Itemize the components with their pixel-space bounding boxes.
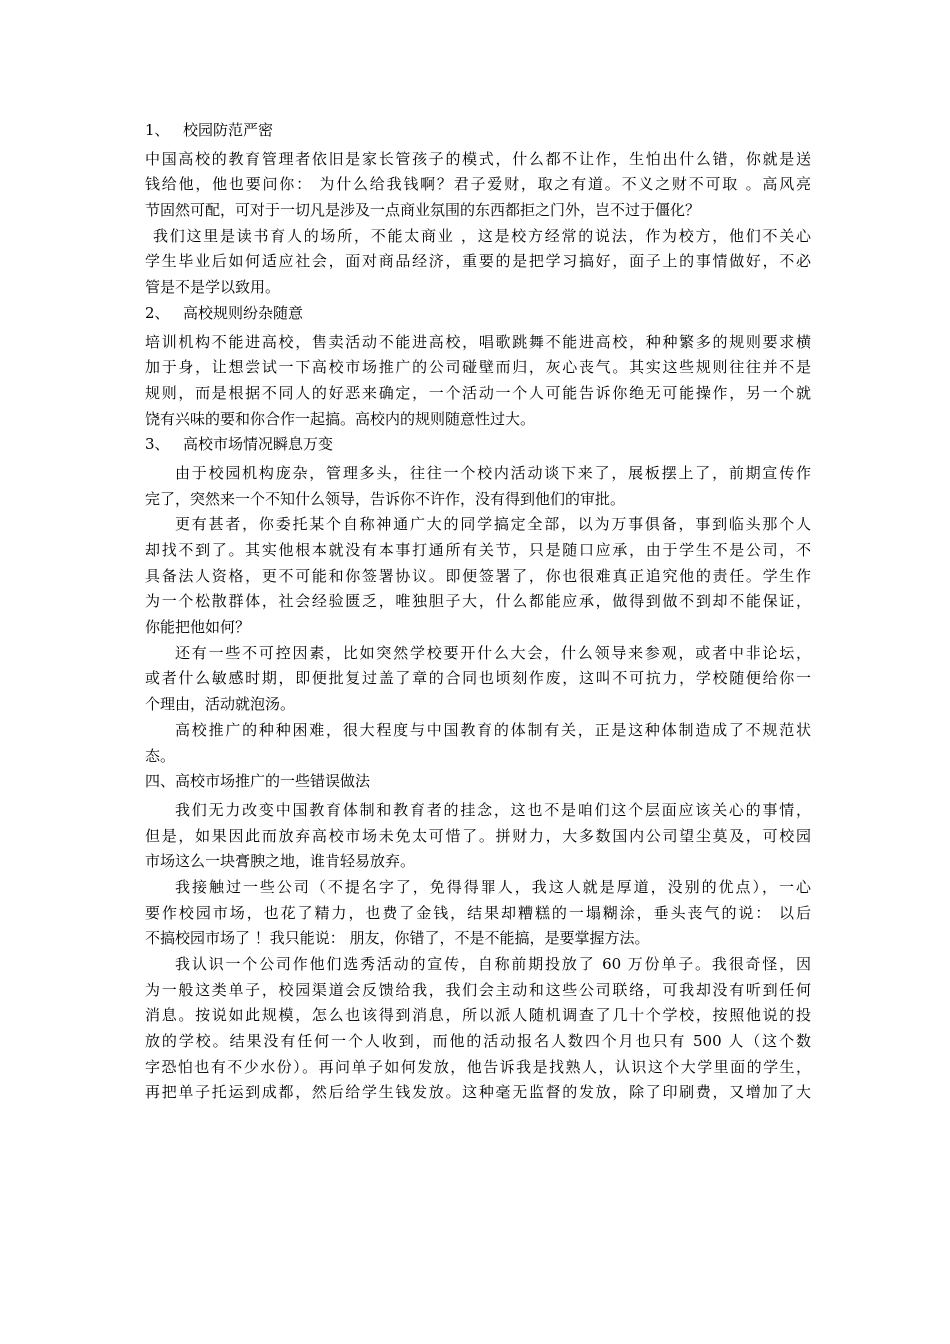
text-line: 市场这么一块膏腴之地，谁肯轻易放弃。	[145, 852, 416, 871]
text-line: 饶有兴味的要和你合作一起搞。高校内的规则随意性过大。	[145, 409, 536, 428]
section-title: 高校规则纷杂随意	[183, 303, 304, 322]
text-line: 再把单子托运到成都，然后给学生钱发放。这种毫无监督的发放，除了印刷费，又增加了大	[145, 1083, 811, 1102]
text-line: 我们无力改变中国教育体制和教育者的挂念，这也不是咱们这个层面应该关心的事情，	[175, 800, 811, 819]
text-line: 你能把他如何？	[145, 618, 251, 637]
section-number: 1、	[145, 121, 170, 139]
text-line: 还有一些不可控因素，比如突然学校要开什么大会，什么领导来参观，或者中非论坛，	[175, 643, 811, 662]
text-line: 具备法人资格，更不可能和你签署协议。即便签署了，你也很难真正追究他的责任。学生作	[145, 566, 811, 585]
text-line: 我接触过一些公司（不提名字了，免得得罪人，我这人就是厚道，没别的优点），一心	[175, 877, 811, 896]
section-title: 高校市场情况瞬息万变	[183, 435, 334, 454]
section-1-heading	[145, 118, 811, 144]
text-line: 不搞校园市场了 ！我只能说： 朋友，你错了，不是不能搞，是要掌握方法。	[145, 929, 650, 948]
text-line: 培训机构不能进高校，售卖活动不能进高校，唱歌跳舞不能进高校，种种繁多的规则要求横	[145, 332, 811, 351]
text-line: 我认识一个公司作他们选秀活动的宣传，自称前期投放了 60 万份单子。我很奇怪，因	[175, 955, 811, 973]
text-line: 但是，如果因此而放弃高校市场未免太可惜了。拼财力，大多数国内公司望尘莫及，可校园	[145, 826, 811, 845]
text-line: 钱给他，他也要问你： 为什么给我钱啊？君子爱财，取之有道。不义之财不可取 。高风亮	[145, 175, 811, 194]
text-line: 学生毕业后如何适应社会，面对商品经济，重要的是把学习搞好，面子上的事情做好，不必	[145, 252, 811, 271]
text-line: 为一个松散群体，社会经验匮乏，唯独胆子大，什么都能应承，做得到做不到却不能保证，	[145, 592, 811, 611]
text-line: 高校推广的种种困难，很大程度与中国教育的体制有关，正是这种体制造成了不规范状	[175, 720, 811, 739]
text-line: 消息。按说如此规模，怎么也该得到消息，所以派人随机调查了几十个学校，按照他说的投	[145, 1006, 811, 1025]
text-line: 要作校园市场，也花了精力，也费了金钱，结果却糟糕的一塌糊涂，垂头丧气的说： 以后	[145, 903, 811, 922]
text-line: 更有甚者，你委托某个自称神通广大的同学搞定全部，以为万事俱备，事到临头那个人	[175, 515, 811, 534]
section-number: 3、	[145, 435, 170, 454]
text-line: 由于校园机构庞杂，管理多头，往往一个校内活动谈下来了，展板摆上了，前期宣传作	[175, 463, 811, 482]
text-line: 节固然可配，可对于一切凡是涉及一点商业氛围的东西都拒之门外，岂不过于僵化？	[145, 201, 701, 220]
text-line: 却找不到了。其实他根本就没有本事打通所有关节，只是随口应承，由于学生不是公司，不	[145, 541, 811, 559]
text-line: 或者什么敏感时期，即便批复过盖了章的合同也顷刻作废，这叫不可抗力，学校随便给你一	[145, 669, 811, 688]
text-line: 为一般这类单子，校园渠道会反馈给我，我们会主动和这些公司联络，可我却没有听到任何	[145, 980, 811, 999]
section-title: 校园防范严密	[183, 121, 274, 139]
text-line: 放的学校。结果没有任何一个人收到，而他的活动报名人数四个月也只有 500 人（这个数	[145, 1032, 811, 1051]
section-2-heading	[145, 301, 811, 327]
text-line: 字恐怕也有不少水份）。再问单子如何发放，他告诉我是找熟人，认识这个大学里面的学生，	[145, 1057, 811, 1076]
text-line: 态。	[145, 746, 176, 765]
section-3-heading	[145, 432, 811, 458]
text-line: 完了，突然来一个不知什么领导，告诉你不许作，没有得到他们的审批。	[145, 489, 626, 508]
section-4-heading: 四、高校市场推广的一些错误做法	[145, 772, 371, 791]
text-line: 加于身，让想尝试一下高校市场推广的公司碰壁而归，灰心丧气。其实这些规则往往并不是	[145, 358, 811, 377]
text-line: 个理由，活动就泡汤。	[145, 695, 296, 714]
text-line: 规则，而是根据不同人的好恶来确定，一个活动一个人可能告诉你绝无可能操作，另一个就	[145, 383, 811, 402]
section-number: 2、	[145, 303, 170, 322]
text-line: 管是不是学以致用。	[145, 278, 281, 297]
text-line: 我们这里是读书育人的场所，不能太商业 ，这是校方经常的说法，作为校方，他们不关心	[153, 226, 811, 245]
document-page	[145, 118, 811, 1106]
text-line: 中国高校的教育管理者依旧是家长管孩子的模式，什么都不让作，生怕出什么错，你就是送	[145, 149, 811, 168]
